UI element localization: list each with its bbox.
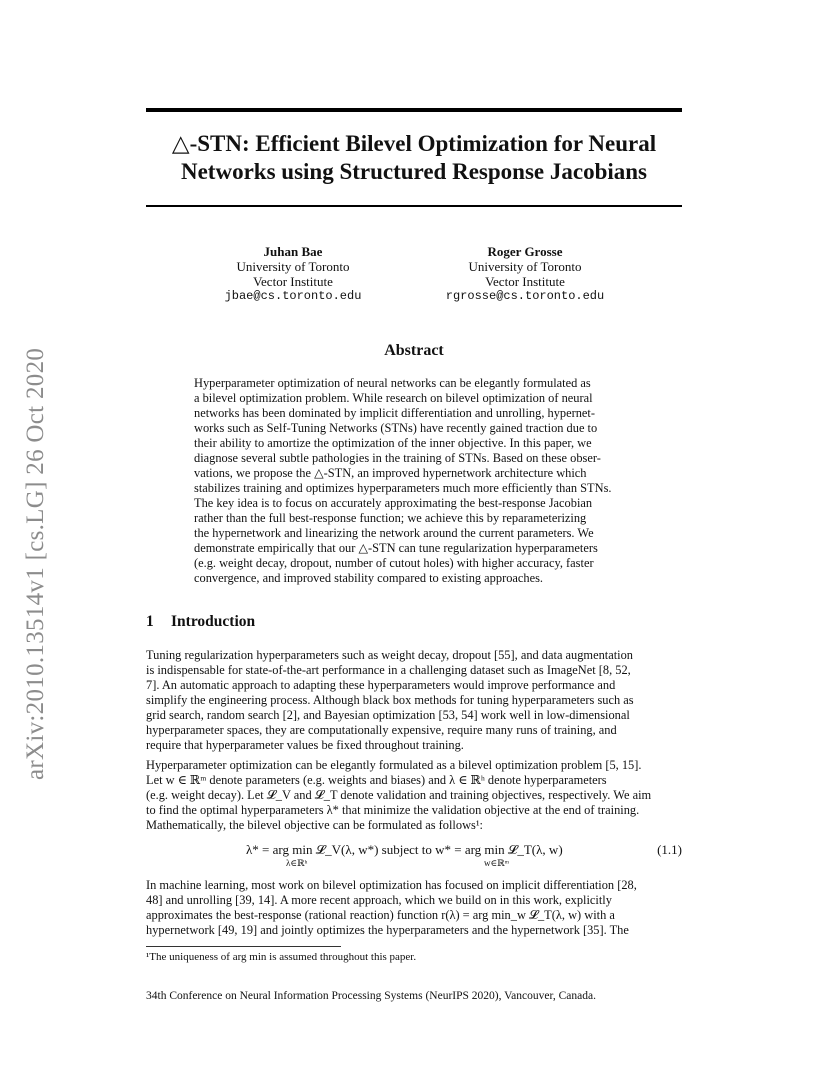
title-bottom-rule (146, 205, 682, 207)
abstract-line: (e.g. weight decay, dropout, number of cutout holes) with higher accuracy, faster (194, 556, 594, 570)
abstract-line: stabilizes training and optimizes hyperparameters much more efficiently than STNs. (194, 481, 612, 495)
abstract-heading: Abstract (384, 342, 444, 359)
body-line: grid search, random search [2], and Bayesian optimization [53, 54] work well in low-dimensional (146, 708, 630, 722)
equation-subscript-w: w∈ℝᵐ (484, 858, 510, 868)
abstract-line: their ability to amortize the optimization of the inner objective. In this paper, we (194, 436, 592, 450)
abstract-text (194, 376, 634, 586)
abstract-line: diagnose several subtle pathologies in the training of STNs. Based on these obser- (194, 451, 601, 465)
section-number: 1 (146, 613, 154, 630)
abstract-line: works such as Self-Tuning Networks (STNs) have recently gained traction due to (194, 421, 598, 435)
body-line: require that hyperparameter values be fixed throughout training. (146, 738, 464, 752)
title-line-2: Networks using Structured Response Jacobians (180, 159, 647, 184)
body-line: 7]. An automatic approach to adapting these hyperparameters would improve performance and (146, 678, 616, 692)
body-line: simplify the engineering process. Although black box methods for tuning hyperparameters such as (146, 693, 634, 707)
title-line-1: △-STN: Efficient Bilevel Optimization for Neural (171, 131, 657, 156)
abstract-line: a bilevel optimization problem. While research on bilevel optimization of neural (194, 391, 593, 405)
abstract-line: The key idea is to focus on accurately approximating the best-response Jacobian (194, 496, 593, 510)
paper-title (146, 130, 682, 186)
abstract-line: vations, we propose the △-STN, an improved hypernetwork architecture which (194, 466, 587, 480)
title-top-rule (146, 108, 682, 112)
conference-footer: 34th Conference on Neural Information Processing Systems (NeurIPS 2020), Vancouver, Canada. (146, 990, 596, 1002)
author-affiliation: Vector Institute (253, 274, 333, 289)
body-line: is indispensable for state-of-the-art performance in a challenging dataset such as ImageNet [8, 52, (146, 663, 631, 677)
body-line: 48] and unrolling [39, 14]. A more recent approach, which we build on in this work, explicitly (146, 893, 612, 907)
abstract-line: Hyperparameter optimization of neural networks can be elegantly formulated as (194, 376, 591, 390)
intro-paragraph-2 (146, 758, 682, 833)
body-line: Let w ∈ ℝᵐ denote parameters (e.g. weights and biases) and λ ∈ ℝʰ denote hyperparameters (146, 773, 607, 787)
author-block-2 (425, 244, 625, 304)
footnote: ¹The uniqueness of arg min is assumed throughout this paper. (146, 951, 417, 963)
equation-body: λ* = arg min 𝓛_V(λ, w*) subject to w* = arg min 𝓛_T(λ, w) (246, 842, 563, 857)
equation-subscript-lambda: λ∈ℝʰ (286, 858, 308, 868)
intro-paragraph-1 (146, 648, 682, 753)
author-block-1 (193, 244, 393, 304)
abstract-line: demonstrate empirically that our △-STN can tune regularization hyperparameters (194, 541, 598, 555)
body-line: Mathematically, the bilevel objective can be formulated as follows¹: (146, 818, 483, 832)
equation-number: (1.1) (657, 842, 682, 857)
body-line: Tuning regularization hyperparameters such as weight decay, dropout [55], and data augmentation (146, 648, 633, 662)
author-email: jbae@cs.toronto.edu (224, 289, 362, 303)
arxiv-identifier: arXiv:2010.13514v1 [cs.LG] 26 Oct 2020 (22, 347, 49, 780)
author-name: Roger Grosse (487, 244, 563, 259)
body-line: (e.g. weight decay). Let 𝓛_V and 𝓛_T denote validation and training objectives, respectively. We aim (146, 788, 652, 802)
body-line: Hyperparameter optimization can be elegantly formulated as a bilevel optimization problem [5, 15]. (146, 758, 642, 772)
author-affiliation: Vector Institute (485, 274, 565, 289)
author-email: rgrosse@cs.toronto.edu (445, 289, 605, 303)
section-heading (146, 613, 255, 631)
body-line: In machine learning, most work on bilevel optimization has focused on implicit differentiation [28, (146, 878, 637, 892)
footnote-rule (146, 946, 341, 947)
abstract-line: convergence, and improved stability compared to existing approaches. (194, 571, 544, 585)
equation-1-1 (146, 842, 682, 878)
abstract-line: networks has been dominated by implicit differentiation and unrolling, hypernet- (194, 406, 595, 420)
author-name: Juhan Bae (263, 244, 323, 259)
body-line: to find the optimal hyperparameters λ* that minimize the validation objective at the end of training. (146, 803, 640, 817)
section-title: Introduction (171, 613, 256, 630)
author-affiliation: University of Toronto (468, 259, 582, 274)
author-affiliation: University of Toronto (236, 259, 350, 274)
body-line: hypernetwork [49, 19] and jointly optimizes the hyperparameters and the hypernetwork [35]. The (146, 923, 629, 937)
abstract-line: rather than the full best-response function; we achieve this by reparameterizing (194, 511, 587, 525)
body-line: hyperparameter spaces, they are computationally expensive, require many runs of training, and (146, 723, 617, 737)
intro-paragraph-3 (146, 878, 682, 938)
abstract-line: the hypernetwork and linearizing the network around the current parameters. We (194, 526, 594, 540)
body-line: approximates the best-response (rational reaction) function r(λ) = arg min_w 𝓛_T(λ, w) with a (146, 908, 615, 922)
